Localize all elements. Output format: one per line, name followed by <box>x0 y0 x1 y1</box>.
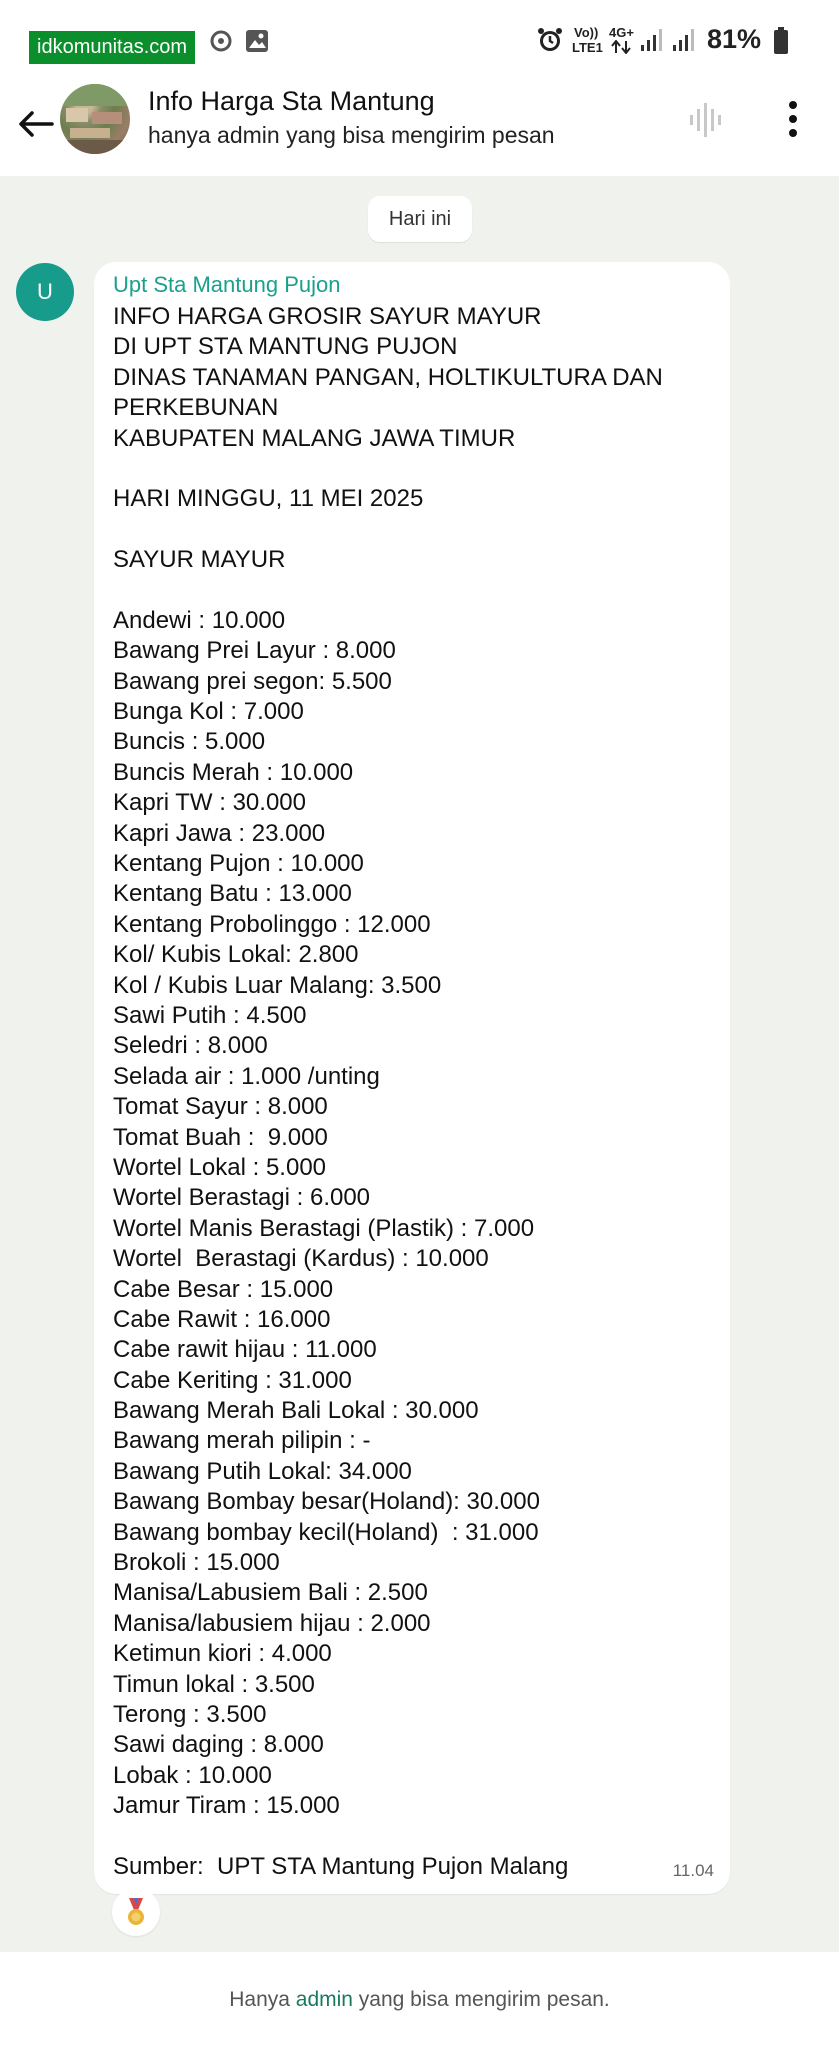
admin-only-notice <box>0 1952 839 2048</box>
message-line: Bawang Prei Layur : 8.000 <box>113 637 396 665</box>
message-line <box>113 454 723 484</box>
message-line: DI UPT STA MANTUNG PUJON <box>113 333 458 361</box>
group-avatar[interactable] <box>60 84 130 154</box>
message-line: PERKEBUNAN <box>113 394 279 422</box>
message-line: Kapri Jawa : 23.000 <box>113 819 326 847</box>
signal-icon <box>640 27 666 53</box>
message-line: Kol / Kubis Luar Malang: 3.500 <box>113 971 442 999</box>
message-line: Cabe Keriting : 31.000 <box>113 1366 352 1394</box>
voice-chat-icon[interactable] <box>686 100 726 140</box>
message-line: Wortel Lokal : 5.000 <box>113 1153 327 1181</box>
message-line: KABUPATEN MALANG JAWA TIMUR <box>113 424 516 452</box>
message-line: Manisa/Labusiem Bali : 2.500 <box>113 1579 428 1607</box>
back-arrow-icon[interactable] <box>12 100 60 148</box>
status-bar <box>0 0 839 80</box>
message-line: Wortel Manis Berastagi (Plastik) : 7.000 <box>113 1214 535 1242</box>
reaction-badge[interactable] <box>112 1888 160 1936</box>
message-line: Wortel Berastagi (Kardus) : 10.000 <box>113 1245 489 1273</box>
gallery-icon <box>244 28 270 54</box>
message-line: Seledri : 8.000 <box>113 1032 268 1060</box>
watermark: idkomunitas.com <box>29 31 195 64</box>
message-line: Kentang Pujon : 10.000 <box>113 850 364 878</box>
message-line: Andewi : 10.000 <box>113 606 286 634</box>
message-line: Bawang Putih Lokal: 34.000 <box>113 1457 412 1485</box>
message-line: Bawang prei segon: 5.500 <box>113 667 392 695</box>
message-line: Sumber: UPT STA Mantung Pujon Malang <box>113 1852 569 1880</box>
message-line: Lobak : 10.000 <box>113 1761 272 1789</box>
message-line: Tomat Sayur : 8.000 <box>113 1093 328 1121</box>
message-line: Tomat Buah : 9.000 <box>113 1123 328 1151</box>
message-line: HARI MINGGU, 11 MEI 2025 <box>113 485 424 513</box>
date-chip: Hari ini <box>368 196 472 242</box>
message-line: Cabe Besar : 15.000 <box>113 1275 334 1303</box>
message-line: INFO HARGA GROSIR SAYUR MAYUR <box>113 303 542 330</box>
message-line <box>113 576 723 606</box>
sender-avatar[interactable]: U <box>16 263 74 321</box>
message-time: 11.04 <box>672 1861 714 1880</box>
message-line: Terong : 3.500 <box>113 1700 267 1728</box>
admin-link[interactable]: admin <box>295 1988 353 2011</box>
message-text <box>113 302 723 1882</box>
message-line: Bunga Kol : 7.000 <box>113 698 304 726</box>
message-line: Bawang Bombay besar(Holand): 30.000 <box>113 1488 540 1516</box>
message-line: Bawang bombay kecil(Holand) : 31.000 <box>113 1518 539 1546</box>
medal-icon <box>112 1888 160 1936</box>
message-line: Kol/ Kubis Lokal: 2.800 <box>113 941 359 969</box>
message-line: Bawang merah pilipin : - <box>113 1427 371 1455</box>
message-line <box>113 515 723 545</box>
message-line: SAYUR MAYUR <box>113 546 286 574</box>
footer-prefix: Hanya <box>229 1988 296 2011</box>
footer-suffix: yang bisa mengirim pesan. <box>352 1988 610 2011</box>
message-line <box>113 1822 723 1852</box>
message-line: Sawi daging : 8.000 <box>113 1731 324 1759</box>
message-bubble[interactable] <box>94 262 730 1894</box>
message-line: Brokoli : 15.000 <box>113 1549 280 1577</box>
message-line: Buncis Merah : 10.000 <box>113 758 354 786</box>
message-line: Manisa/labusiem hijau : 2.000 <box>113 1609 431 1637</box>
message-line: Wortel Berastagi : 6.000 <box>113 1184 371 1212</box>
message-line: Buncis : 5.000 <box>113 728 266 756</box>
sync-icon <box>208 28 234 54</box>
chat-title[interactable]: Info Harga Sta Mantung <box>148 86 435 116</box>
message-line: Sawi Putih : 4.500 <box>113 1001 307 1029</box>
message-line: Jamur Tiram : 15.000 <box>113 1792 340 1820</box>
message-line: Cabe Rawit : 16.000 <box>113 1305 331 1333</box>
message-line: Kentang Batu : 13.000 <box>113 880 352 908</box>
alarm-icon <box>536 26 564 54</box>
message-line: Ketimun kiori : 4.000 <box>113 1640 332 1668</box>
battery-icon <box>773 27 789 55</box>
message-line: Bawang Merah Bali Lokal : 30.000 <box>113 1397 479 1425</box>
sender-name[interactable]: Upt Sta Mantung Pujon <box>113 272 341 297</box>
network-type-top: Vo)) <box>574 25 599 40</box>
more-vert-icon[interactable] <box>778 98 808 140</box>
message-line: Kapri TW : 30.000 <box>113 789 306 817</box>
battery-percent: 81% <box>707 24 762 54</box>
message-line: Cabe rawit hijau : 11.000 <box>113 1336 377 1364</box>
message-line: DINAS TANAMAN PANGAN, HOLTIKULTURA DAN <box>113 363 663 391</box>
chat-header <box>0 80 839 176</box>
signal-icon-2 <box>672 27 698 53</box>
data-arrows-icon <box>611 40 633 54</box>
message-line: Timun lokal : 3.500 <box>113 1670 315 1698</box>
network-type-bottom: LTE1 <box>572 40 603 55</box>
data-type: 4G+ <box>609 25 634 40</box>
message-line: Selada air : 1.000 /unting <box>113 1062 380 1090</box>
chat-subtitle: hanya admin yang bisa mengirim pesan <box>148 122 555 148</box>
message-line: Kentang Probolinggo : 12.000 <box>113 910 431 938</box>
